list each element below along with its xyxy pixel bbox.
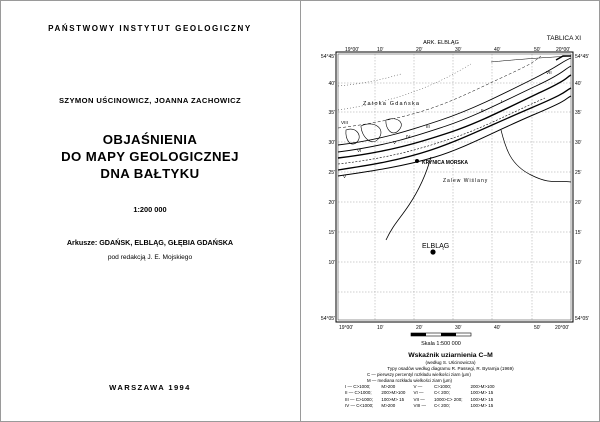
lon-label: 10' xyxy=(377,47,384,53)
legend-line-c: C — pierwszy percentyl rozkładu wielkości ziarn (µm) xyxy=(367,372,471,377)
lon-label: 50' xyxy=(534,325,541,331)
lat-label: 54°45' xyxy=(575,54,590,60)
title-line: DNA BAŁTYKU xyxy=(100,166,200,181)
legend-cell: M>200 xyxy=(381,384,396,389)
legend-line-m: M — mediana rozkładu wielkości ziarn (µm) xyxy=(367,378,452,383)
lat-label: 20' xyxy=(575,200,582,206)
zone-label: I xyxy=(501,99,503,104)
lon-label: 10' xyxy=(377,325,384,331)
sheets-line: Arkusze: GDAŃSK, ELBLĄG, GŁĘBIA GDAŃSKA xyxy=(66,238,234,247)
label-zalew: Zalew Wiślany xyxy=(443,178,489,184)
lon-label: 20°00' xyxy=(555,325,570,331)
book-title xyxy=(0,131,300,182)
book-scale: 1:200 000 xyxy=(133,205,167,214)
lat-label: 15' xyxy=(575,230,582,236)
title-line: OBJAŚNIENIA xyxy=(102,132,198,147)
legend-cell: III — C>1000; xyxy=(345,396,373,402)
label-krynica: KRYNICA MORSKA xyxy=(422,160,469,166)
legend-cell: VII — xyxy=(413,396,425,402)
lon-label: 19°00' xyxy=(345,47,360,53)
zone-label: VIII xyxy=(341,120,348,125)
elblag-marker xyxy=(430,249,435,254)
zone-label: IV xyxy=(406,134,411,139)
title-line: DO MAPY GEOLOGICZNEJ xyxy=(61,149,239,164)
zone-label: II xyxy=(481,108,484,113)
legend-cell: 100>M> 15 xyxy=(470,396,494,402)
lat-label: 10' xyxy=(575,260,582,266)
label-zatoka: Zatoka Gdańska xyxy=(363,101,421,107)
legend-types: Typy osadów według diagramu R. Passegi, R. Byramja (1969) xyxy=(387,366,514,371)
legend-row xyxy=(341,403,499,409)
top-longitude-labels xyxy=(345,47,570,53)
lat-label: 54°05' xyxy=(575,316,590,322)
right-latitude-labels xyxy=(575,54,589,322)
lat-label: 35' xyxy=(575,110,582,116)
lon-label: 40' xyxy=(494,47,501,53)
legend-cell: 200>M>100 xyxy=(381,390,406,396)
lon-label: 40' xyxy=(494,325,501,331)
sediment-zone-lines xyxy=(338,56,571,164)
lat-label: 30' xyxy=(328,140,335,146)
label-elblag: ELBLĄG xyxy=(422,243,450,250)
legend-definitions xyxy=(367,372,471,384)
legend-cell: V — xyxy=(413,384,423,389)
lon-label: 20' xyxy=(416,47,423,53)
legend-cell: 100>M> 15 xyxy=(381,396,405,402)
lat-label: 54°05' xyxy=(320,316,335,322)
zone-label: VI xyxy=(357,148,362,153)
institute-name: PAŃSTWOWY INSTYTUT GEOLOGICZNY xyxy=(48,24,252,33)
legend-cell: IV — C<1000; xyxy=(345,403,374,409)
lat-label: 30' xyxy=(575,140,582,146)
legend-cell: C< 200; xyxy=(433,403,450,409)
place-year: WARSZAWA 1994 xyxy=(109,383,191,392)
legend-cell: C< 200; xyxy=(433,390,450,396)
legend-cell: C>1000; xyxy=(433,384,452,389)
authors: SZYMON UŚCINOWICZ, JOANNA ZACHOWICZ xyxy=(58,96,242,105)
lat-label: 15' xyxy=(328,230,335,236)
sheet-label: ARK. ELBLĄG xyxy=(423,40,459,46)
legend-cell: VI — xyxy=(413,390,424,396)
map-page xyxy=(301,0,600,422)
zone-label: VII xyxy=(546,70,552,75)
legend-cell: 100>M> 15 xyxy=(470,390,494,396)
lat-label: 25' xyxy=(328,170,335,176)
lon-label: 50' xyxy=(534,47,541,53)
lat-label: 25' xyxy=(575,170,582,176)
lat-label: 40' xyxy=(328,81,335,87)
legend-cell: 1000>C> 200; xyxy=(433,396,463,402)
map-border xyxy=(336,52,573,322)
legend-cell: I — C>1000; xyxy=(345,384,371,389)
lat-label: 20' xyxy=(328,200,335,206)
map-scale: Skala 1:500 000 xyxy=(421,341,461,347)
scale-bar xyxy=(411,333,471,336)
legend-title: Wskaźnik uziarnienia C–M xyxy=(408,352,493,359)
lat-label: 10' xyxy=(328,260,335,266)
bottom-longitude-labels xyxy=(339,325,569,331)
legend-table xyxy=(341,384,499,410)
legend-cell: 100>M> 15 xyxy=(470,403,494,409)
legend-author: (według S. Uścinowicza) xyxy=(425,360,476,365)
lat-label: 54°45' xyxy=(320,54,335,60)
lon-label: 30' xyxy=(455,47,462,53)
zone-label: III xyxy=(426,124,430,129)
lat-label: 35' xyxy=(328,110,335,116)
zone-label: V xyxy=(393,140,397,145)
lon-label: 20' xyxy=(416,325,423,331)
krynica-marker xyxy=(415,159,419,163)
lat-label: 40' xyxy=(575,81,582,87)
zone-label: V xyxy=(343,174,347,179)
left-latitude-labels xyxy=(321,54,335,322)
legend-cell: II — C>1000; xyxy=(345,390,372,396)
legend-row xyxy=(341,390,499,396)
legend-cell: 200>M>100 xyxy=(470,384,495,389)
editor-line: pod redakcją J. E. Mojskiego xyxy=(107,254,193,261)
lon-label: 19°00' xyxy=(339,325,354,331)
legend-cell: VIII — xyxy=(413,403,426,409)
legend-cell: M>200 xyxy=(381,403,396,409)
lon-label: 20°00' xyxy=(556,47,571,53)
lon-label: 30' xyxy=(455,325,462,331)
coastline xyxy=(338,56,571,240)
plate-label: TABLICA XI xyxy=(546,35,581,42)
